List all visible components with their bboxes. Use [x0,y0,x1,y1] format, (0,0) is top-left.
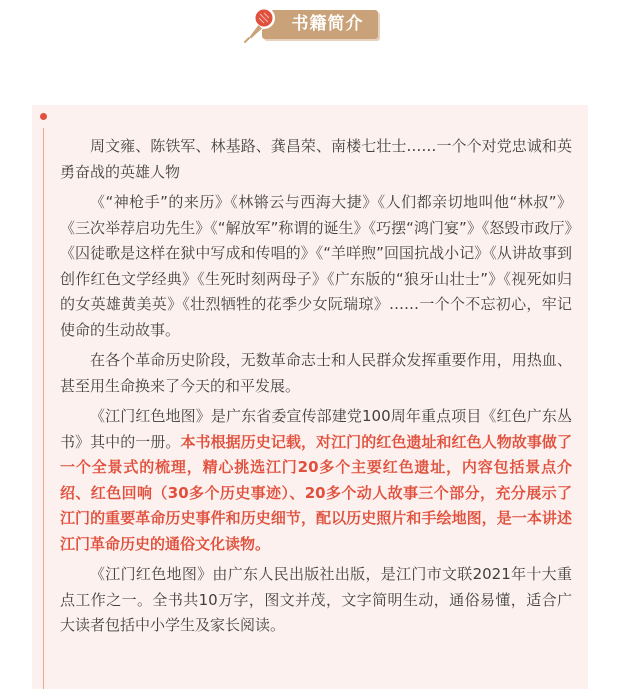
page-title: 书籍简介 [291,14,364,34]
microphone-icon [242,4,282,44]
book-intro-text [60,134,572,644]
paragraph-book-project [60,404,572,557]
paragraph-story-titles: 《“神枪手”的来历》《林锵云与西海大捷》《人们都亲切地叫他“林叔”》《三次举荐启功先生》《“解放军”称谓的诞生》《巧摆“鸿门宴”》《怒毁市政厅》《囚徒歌是这样在狱中写成和传唱的》《“羊咩煦”回国抗战小记》《从讲故事到创作红色文学经典》《生死时刻两母子》《广东版的“狼牙山壮士”》《视死如归的女英雄黄美英》《壮烈牺牲的花季少女阮瑞琼》……一个个不忘初心，牢记使命的生动故事。 [60,193,572,339]
paragraph-book-project-intro: 《江门红色地图》是广东省委宣传部建党100周年重点项目《红色广东丛书》其中的一册。 [60,407,572,451]
paragraph-publisher: 《江门红色地图》由广东人民出版社出版，是江门市文联2021年十大重点工作之一。全书共10万字，图文并茂，文字简明生动，通俗易懂，适合广大读者包括中小学生及家长阅读。 [60,565,572,634]
paragraph-book-project-highlight: 本书根据历史记载，对江门的红色遗址和红色人物故事做了一个全景式的梳理，精心挑选江门20多个主要红色遗址，内容包括景点介绍、红色回响（30多个历史事迹）、20多个动人故事三个部分，充分展示了江门的重要革命历史事件和历史细节，配以历史照片和手绘地图，是一本讲述江门革命历史的通俗文化读物。 [60,432,572,553]
card-dot [40,113,47,120]
card-divider-line [43,128,44,689]
paragraph-heroes: 周文雍、陈铁军、林基路、龚昌荣、南楼七壮士……一个个对党忠诚和英勇奋战的英雄人物 [60,137,572,181]
paragraph-history: 在各个革命历史阶段，无数革命志士和人民群众发挥重要作用，用热血、甚至用生命换来了今天的和平发展。 [60,351,572,395]
